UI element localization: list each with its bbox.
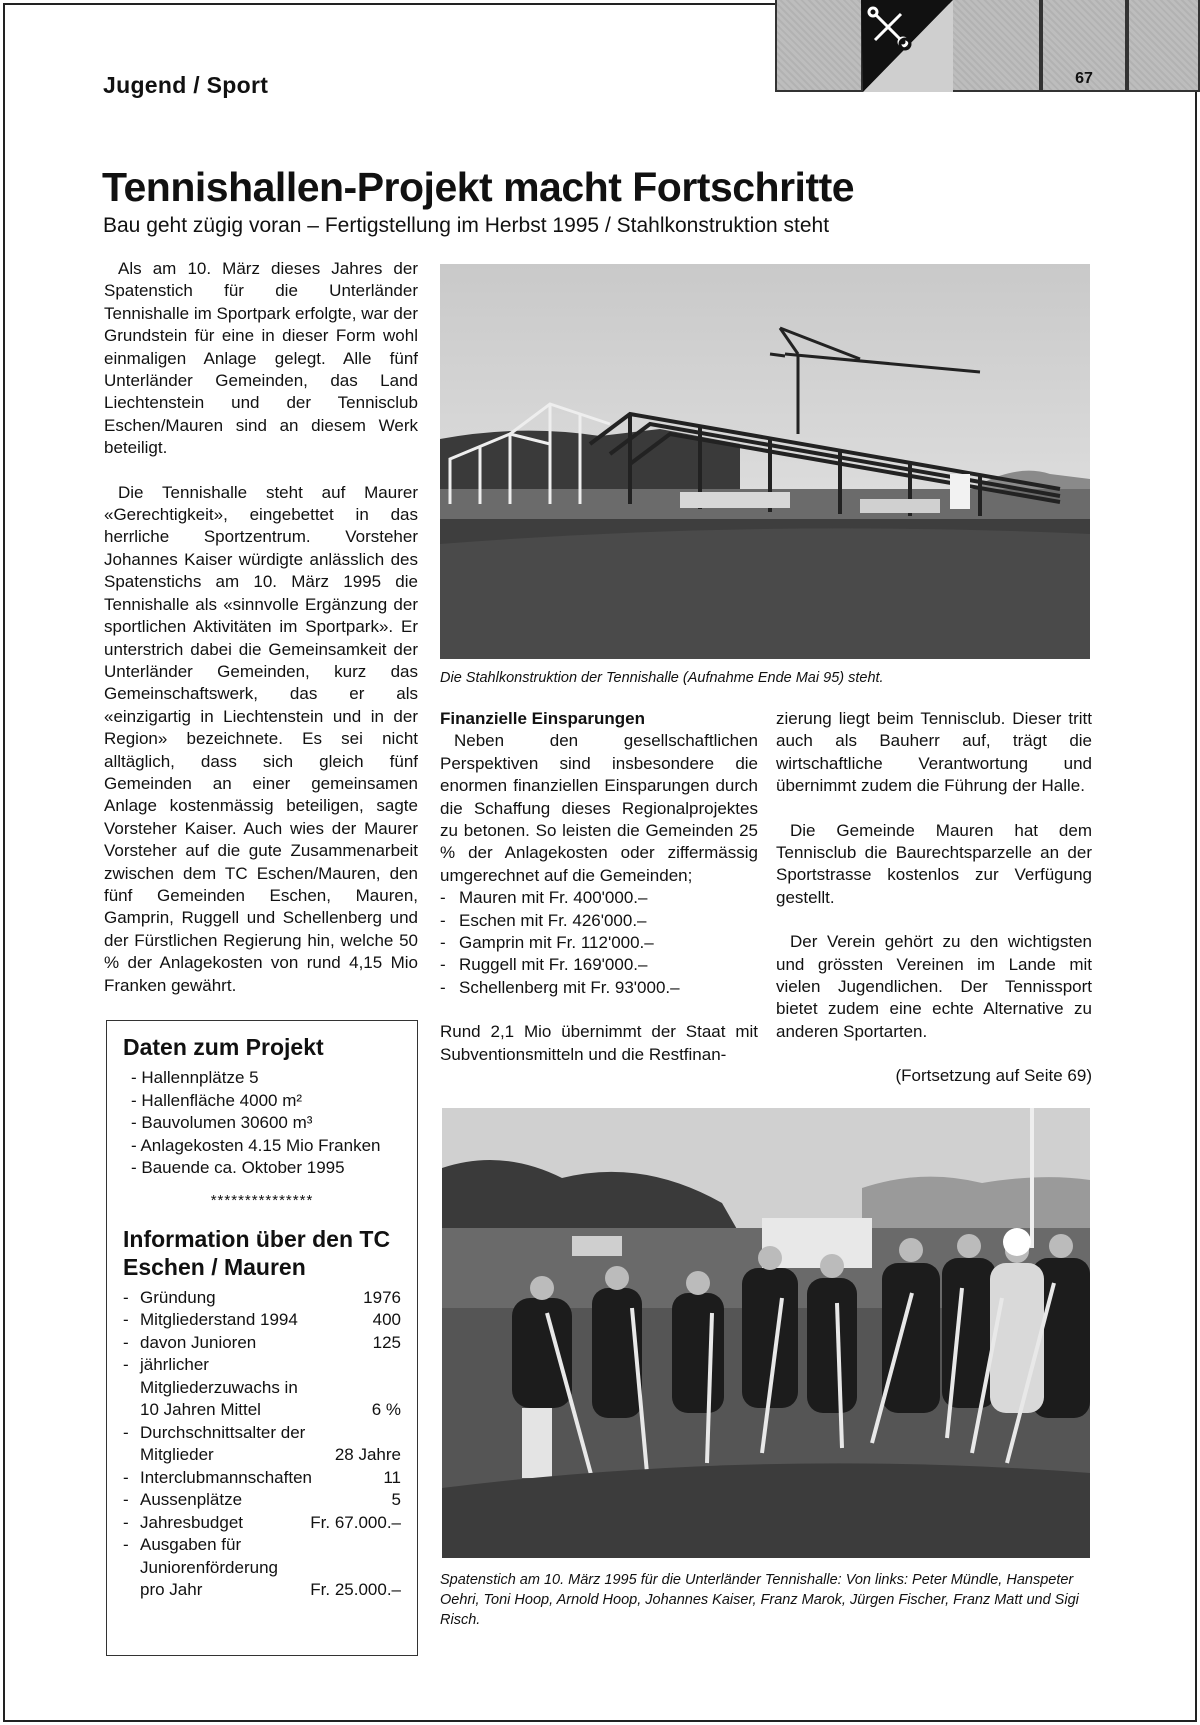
fact-value: Fr. 25.000.– xyxy=(310,1580,401,1599)
right-column xyxy=(776,708,1092,1110)
fact-label: - davon Junioren xyxy=(140,1332,257,1352)
tc-info-title: Information über den TC Eschen / Mauren xyxy=(123,1225,391,1280)
paragraph: Als am 10. März dieses Jahres der Spatenstich für die Unterländer Tennishalle im Sportpark erfolgte, war der Grundstein für eine in dieser Form wohl einmaligen Anlage gelegt. Alle fünf Unterländer Gemeinden, das Land Liechtenstein und der Tennisclub Eschen/Mauren sind an diesem Werk beteiligt. xyxy=(104,259,418,458)
list-item xyxy=(123,1309,401,1332)
paragraph: zierung liegt beim Tennisclub. Dieser tritt auch als Bauherr auf, trägt die wirtschaftliche Verantwortung und übernimmt zudem die Führung der Halle. xyxy=(776,709,1092,796)
fact-label: - jährlicher Mitgliederzuwachs in 10 Jahren Mittel xyxy=(140,1355,298,1419)
project-data-title: Daten zum Projekt xyxy=(123,1034,324,1060)
list-item: - Gamprin mit Fr. 112'000.– xyxy=(440,932,758,954)
section-label: Jugend / Sport xyxy=(103,72,269,98)
continued-note: (Fortsetzung auf Seite 69) xyxy=(895,1066,1092,1086)
header-tab xyxy=(951,0,1041,92)
paragraph: Die Gemeinde Mauren hat dem Tennisclub die Baurechtsparzelle an der Sportstrasse kostenlos zur Verfügung gestellt. xyxy=(776,820,1092,907)
fact-label: - Jahresbudget xyxy=(140,1512,244,1532)
page-number: 67 xyxy=(1075,70,1093,87)
list-item: - Ruggell mit Fr. 169'000.– xyxy=(440,954,758,976)
list-item: - Mauren mit Fr. 400'000.– xyxy=(440,887,758,909)
fact-value: 6 % xyxy=(371,1400,401,1419)
article-title: Tennishallen-Projekt macht Fortschritte xyxy=(102,164,855,210)
photo2-caption: Spatenstich am 10. März 1995 für die Unterländer Tennishalle: Von links: Peter Mündle, Hanspeter Oehri, Toni Hoop, Arnold Hoop, Johannes Kaiser, Franz Marok, Jürgen Fischer, Franz Matt und Sigi Risch. xyxy=(440,1572,1079,1628)
contribution-list xyxy=(440,887,758,999)
fact-label: - Aussenplätze xyxy=(140,1490,243,1509)
photo1-caption: Die Stahlkonstruktion der Tennishalle (Aufnahme Ende Mai 95) steht. xyxy=(440,670,884,686)
project-facts-list xyxy=(123,1067,401,1180)
list-item xyxy=(123,1287,401,1310)
list-item: - Eschen mit Fr. 426'000.– xyxy=(440,910,758,932)
list-item: - Anlagekosten 4.15 Mio Franken xyxy=(131,1135,401,1158)
steel-construction-photo xyxy=(440,264,1090,659)
header-tab xyxy=(775,0,863,92)
fact-label: - Gründung xyxy=(140,1287,216,1307)
finance-heading: Finanzielle Einsparungen xyxy=(440,709,645,728)
separator: *************** xyxy=(210,1191,314,1209)
list-item xyxy=(123,1422,401,1467)
paragraph: Rund 2,1 Mio übernimmt der Staat mit Subventionsmitteln und die Restfinan- xyxy=(440,1022,758,1064)
list-item xyxy=(123,1534,401,1602)
header-tabs xyxy=(775,0,1200,92)
crossed-keys-emblem-icon xyxy=(861,0,953,92)
tc-facts-list xyxy=(123,1287,401,1602)
fact-value: 400 xyxy=(372,1310,401,1329)
fact-label: - Mitgliederstand 1994 xyxy=(140,1310,298,1329)
list-item: - Schellenberg mit Fr. 93'000.– xyxy=(440,977,758,999)
fact-value: 5 xyxy=(391,1490,401,1509)
fact-value: Fr. 67.000.– xyxy=(310,1512,401,1532)
info-box xyxy=(106,1020,418,1656)
fact-label: - Durchschnittsalter der Mitglieder xyxy=(140,1422,306,1464)
list-item xyxy=(123,1467,401,1490)
header-tab xyxy=(1127,0,1200,92)
paragraph: Neben den gesellschaftlichen Perspektiven sind insbesondere die enormen finanziellen Einsparungen durch die Schaffung dieses Regionalprojektes zu betonen. So leisten die Gemeinden 25 % der Anlagekosten oder ziffermässig umgerechnet auf die Gemeinden; xyxy=(440,731,758,885)
list-item xyxy=(123,1332,401,1355)
left-column xyxy=(104,258,418,1019)
fact-value: 125 xyxy=(372,1332,401,1352)
fact-value: 28 Jahre xyxy=(334,1445,401,1464)
paragraph: Die Tennishalle steht auf Maurer «Gerechtigkeit», eingebettet in das herrliche Sportzentrum. Vorsteher Johannes Kaiser würdigte anlässlich des Spatenstichs am 10. März 1995 die Tennishalle als «sinnvolle Ergänzung der sportlichen Aktivitäten im Sportpark». Er unterstrich dabei die Gemeinsamkeit der Unterländer Gemeinden, kurz das Gemeinschaftswerk, das er als «einzigartig in Liechtenstein und in der Region» bezeichnete. Es sei nicht alltäglich, dass sich gleich fünf Gemeinden an einer gemeinsamen Anlage kostenmässig beteiligen, sagte Vorsteher Kaiser. Auch wies der Maurer Vorsteher auf die gute Zusammenarbeit zwischen dem TC Eschen/Mauren, den fünf Gemeinden Eschen, Mauren, Gamprin, Ruggell und Schellenberg und der Fürstlichen Regierung hin, welche 50 % der Anlagekosten von rund 4,15 Mio Franken gewährt. xyxy=(104,482,418,995)
fact-label: - Ausgaben für Juniorenförderung pro Jahr xyxy=(140,1535,278,1599)
list-item: - Hallenfläche 4000 m² xyxy=(131,1090,401,1113)
list-item xyxy=(123,1512,401,1535)
groundbreaking-photo xyxy=(442,1108,1090,1558)
list-item xyxy=(123,1489,401,1512)
list-item: - Hallennplätze 5 xyxy=(131,1067,401,1090)
fact-value: 1976 xyxy=(363,1287,401,1307)
fact-value: 11 xyxy=(383,1467,401,1487)
list-item: - Bauvolumen 30600 m³ xyxy=(131,1112,401,1135)
list-item: - Bauende ca. Oktober 1995 xyxy=(131,1157,401,1180)
article-subtitle: Bau geht zügig voran – Fertigstellung im Herbst 1995 / Stahlkonstruktion steht xyxy=(103,214,830,237)
middle-column xyxy=(440,708,758,1088)
paragraph: Der Verein gehört zu den wichtigsten und grössten Vereinen im Lande mit vielen Jugendlichen. Der Tennissport bietet zudem eine echte Alternative zu anderen Sportarten. xyxy=(776,932,1092,1041)
list-item xyxy=(123,1354,401,1422)
fact-label: - Interclubmannschaften xyxy=(140,1467,312,1487)
